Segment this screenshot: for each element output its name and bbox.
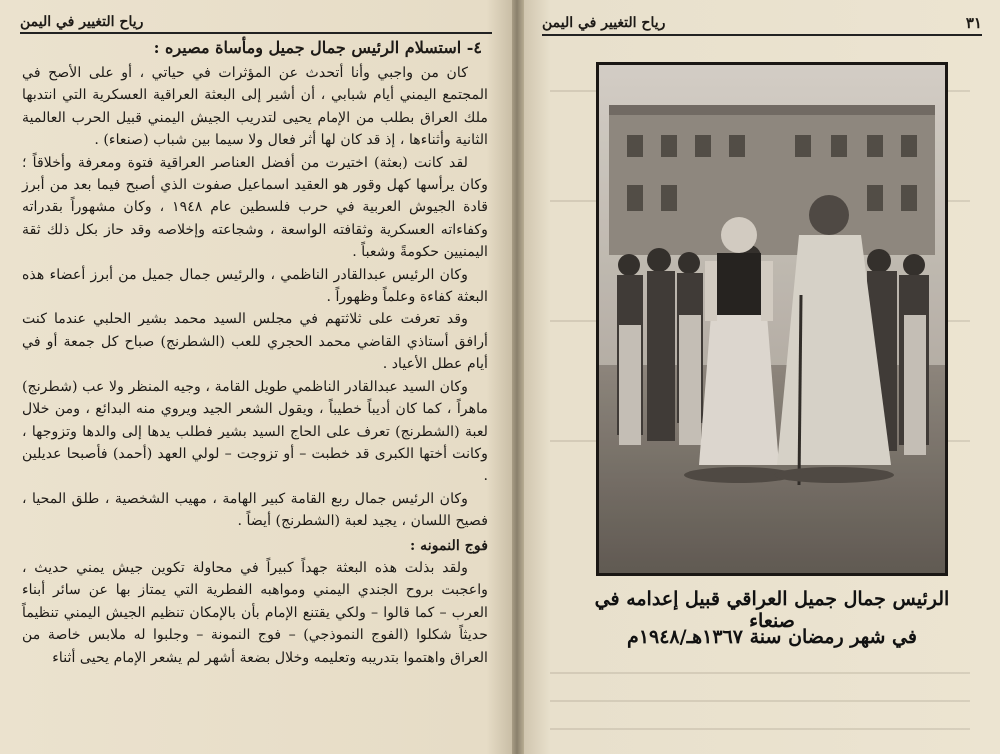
running-title: رياح التغيير في اليمن bbox=[20, 14, 144, 30]
paragraph: وكان السيد عبدالقادر الناظمي طويل القامة ، وجيه المنظر ولا عب (شطرنج) ماهراً ، كما كان أديباً خطيباً ، ويقول الشعر الجيد ويروي منه البدائع ، ومن خلال لعبة (الشطرنج) تعرف على الحاج السيد بشير فطلب يدها إلى والدها وتزوجها ، وكانت أختها الكبرى قد خطبت – أو تزوجت – لولي العهد (أحمد) فأصبحا عديلين . bbox=[22, 378, 488, 485]
paragraph: ولقد بذلت هذه البعثة جهداً كبيراً في محاولة تكوين جيش يمني حديث ، واعجبت بروح الجندي اليمني ومواهبه الفطرية التي يمتاز بها عن سائر أبناء العرب – كما قالوا – ولكي يقتنع الإمام بأن بالإمكان تنظيم الجيش اليمني تنظيماً حديثاً شكلوا (الفوج النموذجي) – فوج النمونة – وجلبوا له ملابس خاصة من العراق واهتموا بتدريبه وتعليمه وخلال بضعة أشهر لم يشعر الإمام يحيى أثناء bbox=[22, 559, 488, 666]
paragraph: وكان الرئيس جمال ربع القامة كبير الهامة ، مهيب الشخصية ، طلق المحيا ، فصيح اللسان ، يجيد لعبة (الشطرنج) أيضاً . bbox=[22, 490, 488, 530]
photo-caption-line2: في شهر رمضان سنة ١٣٦٧هـ/١٩٤٨م bbox=[627, 626, 917, 648]
page-number: ٣١ bbox=[965, 14, 982, 32]
photo-illustration bbox=[599, 65, 945, 573]
photo-caption-line1: الرئيس جمال جميل العراقي قبيل إعدامه في صنعاء bbox=[594, 588, 950, 632]
running-title: رياح التغيير في اليمن bbox=[542, 15, 666, 31]
paragraph: لقد كانت (بعثة) اختيرت من أفضل العناصر العراقية فتوة ومعرفة وأخلاقاً ؛ وكان يرأسها كهل وقور هو العقيد اسماعيل صفوت الذي أصبح فيما بعد من أبرز قادة الجيوش العربية في حرب فلسطين عام ١٩٤٨ ، وكان مشهوراً بقدراته وكفاءاته العسكرية وثقافته الواسعة ، وشجاعته وإخلاصه وقد حاز بكل ذلك ثقة اليمنيين حكومةً وشعباً . bbox=[22, 154, 488, 261]
paragraph: وقد تعرفت على ثلاثتهم في مجلس السيد محمد بشير الحلبي عندما كنت أرافق أستاذي القاضي محمد الحجري للعب (الشطرنج) صباح كل جمعة أو في أيام عطل الأعياد . bbox=[22, 311, 488, 373]
paragraph: وكان الرئيس عبدالقادر الناظمي ، والرئيس جمال جميل من أبرز أعضاء هذه البعثة كفاءة وعلماً وظهوراً . bbox=[22, 266, 488, 306]
paragraph: كان من واجبي وأنا أتحدث عن المؤثرات في حياتي ، أو على الأصح في المجتمع اليمني أيام شبابي ، أن أشير إلى البعثة العراقية العسكرية التي انتدبها ملك العراق بطلب من الإمام يحيى لتدريب الجيش اليمني قبيل الحرب العالمية الثانية وأثناءها ، إذ قد كان لها أثر فعال ولا سيما بين شباب (صنعاء) . bbox=[22, 65, 488, 149]
historical-photo bbox=[596, 62, 948, 576]
right-page bbox=[522, 0, 1000, 754]
subsection-title: فوج النمونه : bbox=[409, 537, 488, 554]
left-page-header bbox=[20, 14, 492, 34]
section-title: ٤- استسلام الرئيس جمال جميل ومأساة مصيره : bbox=[153, 38, 482, 57]
body-text bbox=[22, 62, 488, 669]
book-gutter bbox=[510, 0, 524, 754]
right-page-header bbox=[542, 14, 982, 36]
